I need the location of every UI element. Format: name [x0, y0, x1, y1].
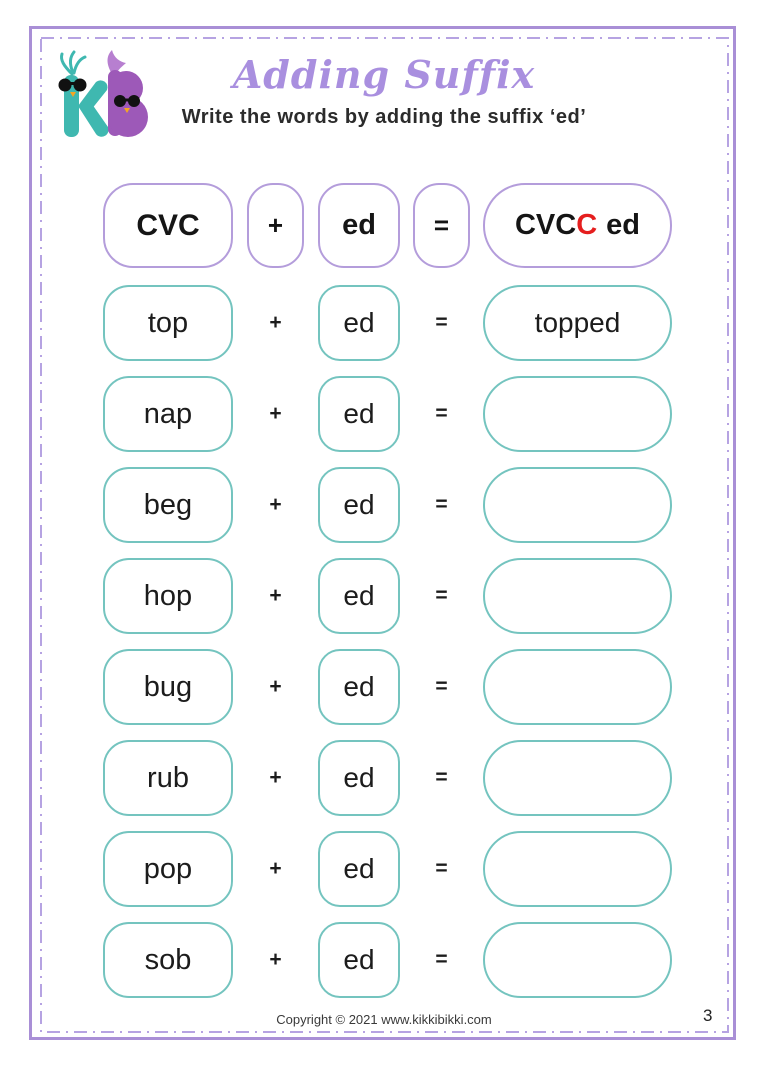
plus-sign: + [267, 210, 284, 240]
copyright-text: Copyright © 2021 www.kikkibikki.com [276, 1012, 492, 1027]
suffix-box [318, 376, 400, 452]
rule-header-row [103, 183, 672, 268]
suffix-box [318, 649, 400, 725]
suffix-label: ed [343, 853, 375, 884]
suffix-label: ed [343, 762, 375, 793]
word-box [103, 740, 233, 816]
word-label: bug [143, 670, 193, 703]
word-label: top [147, 306, 189, 339]
suffix-box [318, 740, 400, 816]
word-row [103, 558, 672, 634]
word-box [103, 922, 233, 998]
suffix-label: ed [343, 398, 375, 429]
word-row [103, 467, 672, 543]
header-cvc-label: CVC [136, 208, 200, 242]
word-box [103, 376, 233, 452]
word-label: beg [143, 488, 193, 521]
word-label: hop [143, 579, 193, 612]
word-box [103, 285, 233, 361]
word-label: nap [143, 397, 193, 430]
header-suffix-box [318, 183, 400, 268]
header-cvc-box [103, 183, 233, 268]
answer-box[interactable] [483, 558, 672, 634]
answer-box[interactable] [483, 649, 672, 725]
suffix-label: ed [343, 307, 375, 338]
plus-sign: + [269, 402, 282, 425]
plus-sign: + [269, 948, 282, 971]
page-number: 3 [703, 1006, 713, 1025]
equals-sign: = [435, 493, 448, 516]
plus-sign: + [269, 766, 282, 789]
page-title: Adding Suffix [232, 52, 536, 97]
equals-sign: = [435, 948, 448, 971]
suffix-box [318, 558, 400, 634]
word-label: pop [143, 852, 193, 885]
word-row [103, 922, 672, 998]
header-result-main: CVC [514, 209, 577, 241]
word-label: rub [147, 761, 189, 794]
plus-sign: + [269, 493, 282, 516]
rows-container [103, 183, 672, 998]
answer-box[interactable] [483, 922, 672, 998]
plus-sign: + [269, 857, 282, 880]
equals-sign: = [433, 210, 450, 240]
instructions-text: Write the words by adding the suffix ‘ed’ [181, 106, 587, 128]
equals-sign: = [435, 311, 448, 334]
suffix-box [318, 831, 400, 907]
suffix-box [318, 285, 400, 361]
plus-sign: + [269, 311, 282, 334]
plus-sign: + [269, 675, 282, 698]
answer-box[interactable] [483, 740, 672, 816]
header-result-tail: ed [606, 209, 641, 241]
word-row [103, 831, 672, 907]
plus-sign: + [269, 584, 282, 607]
equals-sign: = [435, 402, 448, 425]
suffix-label: ed [343, 489, 375, 520]
suffix-box [318, 467, 400, 543]
answer-label: topped [534, 307, 621, 338]
word-row [103, 376, 672, 452]
header-equals-box [413, 183, 470, 268]
word-row [103, 285, 672, 361]
header-result-box [483, 183, 672, 268]
header-result-highlight: C [576, 209, 598, 241]
word-row [103, 649, 672, 725]
header-plus-box [247, 183, 304, 268]
suffix-box [318, 922, 400, 998]
answer-box[interactable] [483, 285, 672, 361]
suffix-label: ed [343, 580, 375, 611]
word-box [103, 649, 233, 725]
word-box [103, 831, 233, 907]
word-label: sob [144, 943, 192, 976]
word-box [103, 467, 233, 543]
answer-box[interactable] [483, 831, 672, 907]
word-box [103, 558, 233, 634]
equals-sign: = [435, 675, 448, 698]
header-suffix-label: ed [342, 209, 376, 241]
equals-sign: = [435, 584, 448, 607]
equals-sign: = [435, 766, 448, 789]
word-row [103, 740, 672, 816]
answer-box[interactable] [483, 467, 672, 543]
answer-box[interactable] [483, 376, 672, 452]
suffix-label: ed [343, 671, 375, 702]
suffix-label: ed [343, 944, 375, 975]
equals-sign: = [435, 857, 448, 880]
